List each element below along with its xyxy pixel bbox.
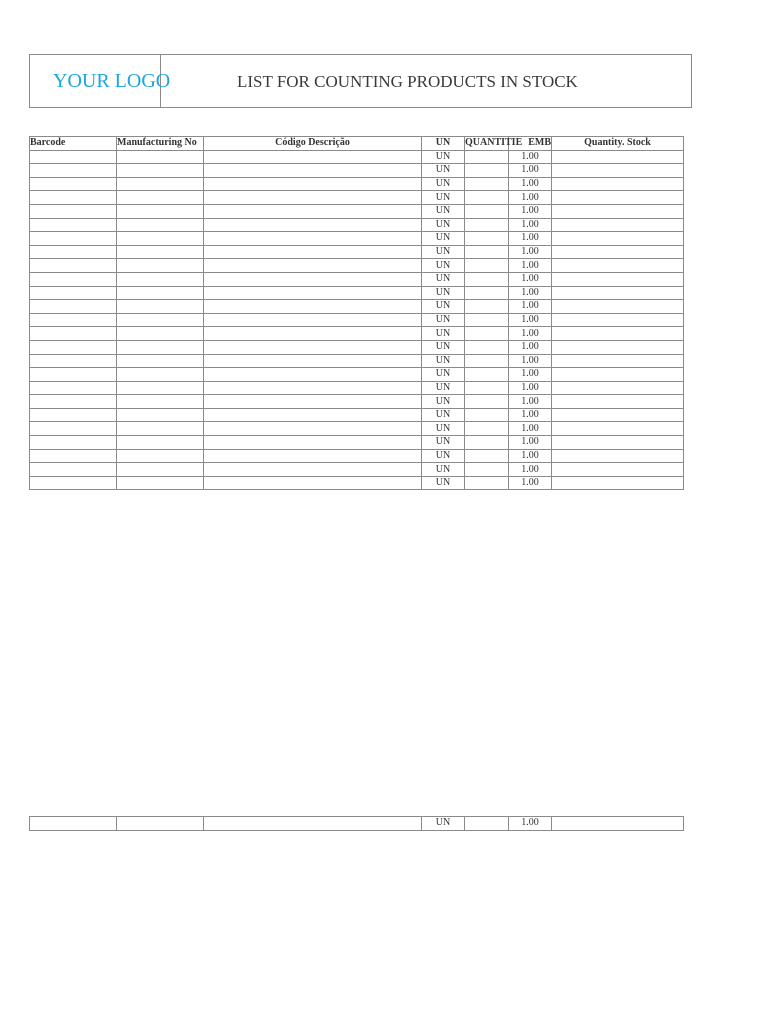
un-cell: UN [422,327,465,341]
emb-cell: 1.00 [509,259,552,273]
description-cell[interactable] [204,408,422,422]
table-row [30,232,684,246]
description-cell[interactable] [204,395,422,409]
un-cell: UN [422,381,465,395]
description-cell[interactable] [204,340,422,354]
stock-cell[interactable] [552,449,684,463]
barcode-cell[interactable] [30,204,117,218]
description-cell[interactable] [204,177,422,191]
stock-cell[interactable] [552,259,684,273]
description-cell[interactable] [204,232,422,246]
manufacturing-no-cell[interactable] [117,313,204,327]
quantity-cell[interactable] [465,259,509,273]
emb-cell: 1.00 [509,218,552,232]
manufacturing-no-cell[interactable] [117,395,204,409]
description-cell[interactable] [204,463,422,477]
quantity-cell[interactable] [465,272,509,286]
manufacturing-no-cell[interactable] [117,218,204,232]
manufacturing-no-cell[interactable] [117,449,204,463]
barcode-cell[interactable] [30,164,117,178]
manufacturing-no-cell[interactable] [117,327,204,341]
page-title: LIST FOR COUNTING PRODUCTS IN STOCK [237,72,578,91]
quantity-cell[interactable] [465,191,509,205]
stock-cell[interactable] [552,354,684,368]
stock-cell[interactable] [552,340,684,354]
quantity-cell[interactable] [465,286,509,300]
barcode-cell[interactable] [30,191,117,205]
description-cell[interactable] [204,354,422,368]
stock-cell[interactable] [552,817,684,831]
emb-cell: 1.00 [509,177,552,191]
un-cell: UN [422,340,465,354]
table-row [30,449,684,463]
description-cell[interactable] [204,218,422,232]
table-row [30,476,684,490]
emb-cell: 1.00 [509,476,552,490]
un-cell: UN [422,177,465,191]
emb-cell: 1.00 [509,340,552,354]
manufacturing-no-cell[interactable] [117,408,204,422]
quantity-cell[interactable] [465,408,509,422]
stock-count-table [29,136,684,490]
stock-cell[interactable] [552,245,684,259]
description-cell[interactable] [204,259,422,273]
emb-cell: 1.00 [509,368,552,382]
quantity-cell[interactable] [465,436,509,450]
manufacturing-no-cell[interactable] [117,354,204,368]
manufacturing-no-cell[interactable] [117,164,204,178]
barcode-cell[interactable] [30,395,117,409]
manufacturing-no-cell[interactable] [117,272,204,286]
barcode-cell[interactable] [30,272,117,286]
stock-cell[interactable] [552,204,684,218]
manufacturing-no-cell[interactable] [117,150,204,164]
table-row [30,204,684,218]
table-row [30,259,684,273]
quantity-cell[interactable] [465,232,509,246]
barcode-cell[interactable] [30,476,117,490]
un-cell: UN [422,313,465,327]
table-row [30,150,684,164]
quantity-cell[interactable] [465,449,509,463]
column-header-quantity: QUANTITIE [465,137,523,149]
barcode-cell[interactable] [30,408,117,422]
description-cell[interactable] [204,245,422,259]
table-row [30,408,684,422]
quantity-cell[interactable] [465,368,509,382]
stock-cell[interactable] [552,327,684,341]
emb-cell: 1.00 [509,150,552,164]
barcode-cell[interactable] [30,817,117,831]
barcode-cell[interactable] [30,340,117,354]
un-cell: UN [422,272,465,286]
un-cell: UN [422,449,465,463]
emb-cell: 1.00 [509,300,552,314]
manufacturing-no-cell[interactable] [117,422,204,436]
manufacturing-no-cell[interactable] [117,191,204,205]
quantity-cell[interactable] [465,463,509,477]
stock-count-table-continuation [29,816,684,831]
quantity-cell[interactable] [465,476,509,490]
table-row [30,164,684,178]
barcode-cell[interactable] [30,286,117,300]
stock-cell[interactable] [552,463,684,477]
quantity-cell[interactable] [465,817,509,831]
emb-cell: 1.00 [509,395,552,409]
emb-cell: 1.00 [509,463,552,477]
barcode-cell[interactable] [30,313,117,327]
table-row [30,422,684,436]
manufacturing-no-cell[interactable] [117,817,204,831]
description-cell[interactable] [204,191,422,205]
emb-cell: 1.00 [509,381,552,395]
barcode-cell[interactable] [30,327,117,341]
table-row [30,354,684,368]
barcode-cell[interactable] [30,422,117,436]
description-cell[interactable] [204,476,422,490]
quantity-cell[interactable] [465,340,509,354]
table-row [30,327,684,341]
manufacturing-no-cell[interactable] [117,245,204,259]
table-row [30,340,684,354]
quantity-cell[interactable] [465,300,509,314]
table-row [30,272,684,286]
description-cell[interactable] [204,313,422,327]
emb-cell: 1.00 [509,436,552,450]
emb-cell: 1.00 [509,232,552,246]
stock-cell[interactable] [552,272,684,286]
table-row [30,177,684,191]
table-row [30,191,684,205]
column-header-stock: Quantity. Stock [552,137,684,151]
stock-cell[interactable] [552,408,684,422]
manufacturing-no-cell[interactable] [117,463,204,477]
quantity-cell[interactable] [465,164,509,178]
stock-cell[interactable] [552,422,684,436]
table-row [30,218,684,232]
column-header-description: Código Descrição [204,137,422,151]
quantity-cell[interactable] [465,313,509,327]
table-row [30,286,684,300]
description-cell[interactable] [204,286,422,300]
column-header-manufacturing-no: Manufacturing No [117,137,204,151]
emb-cell: 1.00 [509,422,552,436]
emb-cell: 1.00 [509,272,552,286]
table-row [30,313,684,327]
quantity-cell[interactable] [465,218,509,232]
emb-cell: 1.00 [509,354,552,368]
stock-cell[interactable] [552,300,684,314]
stock-cell[interactable] [552,436,684,450]
description-cell[interactable] [204,436,422,450]
quantity-cell[interactable] [465,381,509,395]
un-cell: UN [422,476,465,490]
stock-cell[interactable] [552,476,684,490]
manufacturing-no-cell[interactable] [117,340,204,354]
quantity-cell[interactable] [465,150,509,164]
barcode-cell[interactable] [30,436,117,450]
un-cell: UN [422,286,465,300]
emb-cell: 1.00 [509,286,552,300]
column-header-emb: EMB [509,137,552,151]
un-cell: UN [422,259,465,273]
barcode-cell[interactable] [30,177,117,191]
emb-cell: 1.00 [509,408,552,422]
emb-cell: 1.00 [509,327,552,341]
manufacturing-no-cell[interactable] [117,300,204,314]
manufacturing-no-cell[interactable] [117,436,204,450]
un-cell: UN [422,164,465,178]
un-cell: UN [422,204,465,218]
table-row [30,817,684,831]
barcode-cell[interactable] [30,259,117,273]
emb-cell: 1.00 [509,204,552,218]
quantity-cell[interactable] [465,327,509,341]
barcode-cell[interactable] [30,245,117,259]
description-cell[interactable] [204,272,422,286]
quantity-cell[interactable] [465,422,509,436]
un-cell: UN [422,368,465,382]
un-cell: UN [422,436,465,450]
un-cell: UN [422,817,465,831]
emb-cell: 1.00 [509,164,552,178]
un-cell: UN [422,422,465,436]
manufacturing-no-cell[interactable] [117,232,204,246]
description-cell[interactable] [204,368,422,382]
barcode-cell[interactable] [30,449,117,463]
un-cell: UN [422,463,465,477]
table-row [30,300,684,314]
description-cell[interactable] [204,300,422,314]
un-cell: UN [422,232,465,246]
emb-cell: 1.00 [509,449,552,463]
quantity-cell[interactable] [465,177,509,191]
manufacturing-no-cell[interactable] [117,204,204,218]
un-cell: UN [422,150,465,164]
barcode-cell[interactable] [30,218,117,232]
stock-cell[interactable] [552,395,684,409]
quantity-cell[interactable] [465,245,509,259]
stock-cell[interactable] [552,286,684,300]
description-cell[interactable] [204,204,422,218]
stock-cell[interactable] [552,177,684,191]
stock-cell[interactable] [552,164,684,178]
table-header-row [30,137,684,151]
emb-cell: 1.00 [509,313,552,327]
manufacturing-no-cell[interactable] [117,177,204,191]
stock-cell[interactable] [552,191,684,205]
un-cell: UN [422,300,465,314]
stock-cell[interactable] [552,218,684,232]
stock-cell[interactable] [552,313,684,327]
emb-cell: 1.00 [509,245,552,259]
description-cell[interactable] [204,150,422,164]
description-cell[interactable] [204,327,422,341]
column-header-barcode: Barcode [30,137,117,151]
stock-cell[interactable] [552,150,684,164]
column-header-un: UN [422,137,465,151]
barcode-cell[interactable] [30,232,117,246]
description-cell[interactable] [204,817,422,831]
un-cell: UN [422,218,465,232]
un-cell: UN [422,191,465,205]
manufacturing-no-cell[interactable] [117,381,204,395]
description-cell[interactable] [204,381,422,395]
barcode-cell[interactable] [30,381,117,395]
logo-placeholder: YOUR LOGO [53,70,171,92]
barcode-cell[interactable] [30,463,117,477]
manufacturing-no-cell[interactable] [117,259,204,273]
un-cell: UN [422,245,465,259]
un-cell: UN [422,408,465,422]
manufacturing-no-cell[interactable] [117,368,204,382]
emb-cell: 1.00 [509,191,552,205]
stock-cell[interactable] [552,232,684,246]
table-row [30,463,684,477]
manufacturing-no-cell[interactable] [117,286,204,300]
quantity-cell[interactable] [465,395,509,409]
table-row [30,395,684,409]
un-cell: UN [422,354,465,368]
emb-cell: 1.00 [509,817,552,831]
table-row [30,436,684,450]
document-header [29,54,692,108]
stock-cell[interactable] [552,381,684,395]
barcode-cell[interactable] [30,300,117,314]
barcode-cell[interactable] [30,368,117,382]
un-cell: UN [422,395,465,409]
quantity-cell[interactable] [465,204,509,218]
description-cell[interactable] [204,422,422,436]
barcode-cell[interactable] [30,150,117,164]
table-row [30,381,684,395]
description-cell[interactable] [204,164,422,178]
description-cell[interactable] [204,449,422,463]
stock-cell[interactable] [552,368,684,382]
table-row [30,368,684,382]
barcode-cell[interactable] [30,354,117,368]
quantity-cell[interactable] [465,354,509,368]
manufacturing-no-cell[interactable] [117,476,204,490]
table-row [30,245,684,259]
